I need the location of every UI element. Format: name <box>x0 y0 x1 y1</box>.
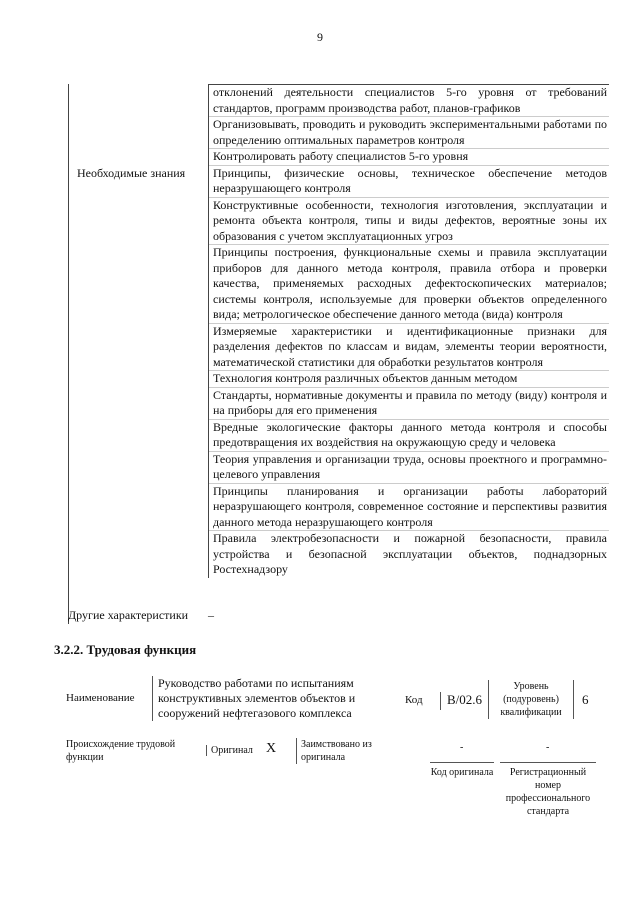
knowledge-item: Стандарты, нормативные документы и правила по методу (виду) контроля и на приборы для его применения <box>209 388 609 420</box>
function-name-value: Руководство работами по испытаниям конструктивных элементов объектов и сооружений нефтегазового комплекса <box>152 676 394 721</box>
function-origin-label: Происхождение трудовой функции <box>66 739 176 763</box>
original-code-underline <box>430 762 494 763</box>
section-title: 3.2.2. Трудовая функция <box>54 642 197 657</box>
original-label: Оригинал <box>206 745 253 756</box>
function-name-label: Наименование <box>66 692 135 704</box>
registration-number-label: Регистрационный номер профессионального стандарта <box>505 767 591 817</box>
borrowed-from-original-label: Заимствовано из оригинала <box>296 738 393 764</box>
qualification-level-value: 6 <box>582 692 589 707</box>
page-number: 9 <box>317 30 323 44</box>
knowledge-item: Принципы построения, функциональные схемы и правила эксплуатации приборов для данного метода контроля, правила отбора и проверки качества, применяемых расходных дефектоскопических материалов; системы контроля, используемые для проверки объектов определенного вида; метрологическое обеспечение данного метода (вида) контроля <box>209 245 609 324</box>
knowledge-item: отклонений деятельности специалистов 5-го уровня от требований стандартов, программ производства работ, планов-графиков <box>209 84 609 117</box>
original-mark: Х <box>266 741 277 756</box>
knowledge-item: Организовывать, проводить и руководить экспериментальными работами по определению оптимальных параметров контроля <box>209 117 609 149</box>
knowledge-item: Вредные экологические факторы данного метода контроля и способы предотвращения их воздействия на окружающую среду и человека <box>209 420 609 452</box>
knowledge-item: Измеряемые характеристики и идентификационные признаки для разделения дефектов по классам и видам, элементы теории вероятности, математической статистики для обработки результатов контроля <box>209 324 609 372</box>
knowledge-items-column <box>208 84 609 578</box>
code-label: Код <box>405 694 423 706</box>
original-code-value: - <box>460 742 464 753</box>
knowledge-label-column <box>68 84 207 624</box>
knowledge-item: Принципы, физические основы, техническое обеспечение методов неразрушающего контроля <box>209 166 609 198</box>
knowledge-item: Технология контроля различных объектов данным методом <box>209 371 609 388</box>
knowledge-item: Принципы планирования и организации работы лабораторий неразрушающего контроля, современное состояние и перспективы развития данного метода неразрушающего контроля <box>209 484 609 532</box>
knowledge-item: Конструктивные особенности, технология изготовления, эксплуатации и ремонта объекта контроля, типы и виды дефектов, вероятные зоны их образования с учетом эксплуатационных угроз <box>209 198 609 246</box>
knowledge-item: Правила электробезопасности и пожарной безопасности, правила устройства и безопасной эксплуатации объектов, поднадзорных Ростехнадзору <box>213 531 607 576</box>
registration-number-value: - <box>546 742 550 753</box>
registration-number-underline <box>500 762 596 763</box>
required-knowledge-label: Необходимые знания <box>77 166 186 180</box>
knowledge-item: Теория управления и организации труда, основы проектного и программно-целевого управления <box>209 452 609 484</box>
other-characteristics-label: Другие характеристики <box>68 608 189 622</box>
qualification-level-label: Уровень (подуровень) квалификации <box>488 680 574 719</box>
other-characteristics-value: – <box>208 608 214 622</box>
original-code-label: Код оригинала <box>430 767 494 778</box>
knowledge-item: Контролировать работу специалистов 5-го уровня <box>209 149 609 166</box>
code-value: В/02.6 <box>440 692 482 710</box>
